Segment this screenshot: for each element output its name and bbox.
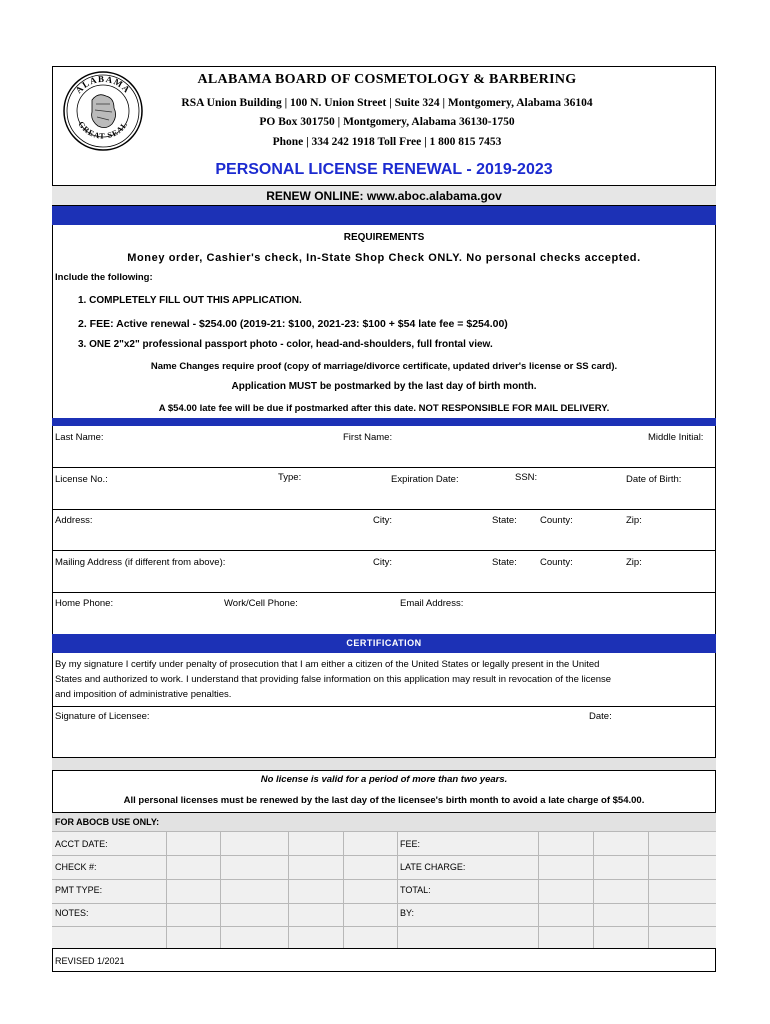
city-label: City:	[373, 515, 392, 526]
requirements-heading: REQUIREMENTS	[343, 232, 425, 243]
include-label: Include the following:	[55, 272, 153, 283]
certification-bar	[52, 634, 716, 653]
blue-divider-mid	[52, 418, 716, 426]
mailing-input-row[interactable]	[52, 569, 716, 591]
divider	[52, 592, 716, 593]
total-label: TOTAL:	[400, 885, 431, 895]
check-label: CHECK #:	[55, 862, 97, 872]
email-label: Email Address:	[400, 598, 464, 609]
middle-initial-label: Middle Initial:	[648, 432, 704, 443]
mailing-zip-label: Zip:	[626, 557, 642, 568]
divider	[52, 509, 716, 510]
fee-label: FEE:	[400, 839, 421, 849]
zip-label: Zip:	[626, 515, 642, 526]
office-use-table	[52, 831, 716, 948]
work-phone-label: Work/Cell Phone:	[224, 598, 298, 609]
req-item-2: 2. FEE: Active renewal - $254.00 (2019-21: $100, 2021-23: $100 + $54 late fee = $254.00)	[78, 318, 508, 330]
req-item-1: 1. COMPLETELY FILL OUT THIS APPLICATION.	[78, 295, 302, 306]
acct-date-label: ACCT DATE:	[55, 839, 108, 849]
renewal-notice: All personal licenses must be renewed by the last day of the licensee's birth month to avoid a late charge of $54.00.	[123, 795, 645, 806]
last-name-label: Last Name:	[55, 432, 104, 443]
first-name-label: First Name:	[343, 432, 393, 443]
pmt-type-label: PMT TYPE:	[55, 885, 103, 895]
certification-line-3: and imposition of administrative penalties.	[55, 689, 232, 700]
home-phone-label: Home Phone:	[55, 598, 114, 609]
mailing-county-label: County:	[540, 557, 573, 568]
dob-label: Date of Birth:	[626, 474, 682, 485]
state-label: State:	[492, 515, 517, 526]
mailing-state-label: State:	[492, 557, 517, 568]
seal-top-text: ALABAMA	[73, 73, 133, 96]
name-input-row[interactable]	[52, 442, 716, 466]
by-label: BY:	[400, 908, 415, 918]
office-use-heading: FOR ABOCB USE ONLY:	[55, 817, 160, 827]
ssn-label: SSN:	[515, 472, 538, 483]
address-input-row[interactable]	[52, 527, 716, 549]
date-label: Date:	[589, 711, 612, 722]
name-change-note: Name Changes require proof (copy of marriage/divorce certificate, updated driver's license or SS card).	[150, 361, 618, 372]
signature-label: Signature of Licensee:	[55, 711, 150, 722]
notes-label: NOTES:	[55, 908, 89, 918]
address-line-1: RSA Union Building | 100 N. Union Street | Suite 324 | Montgomery, Alabama 36104	[181, 97, 593, 109]
phone-line: Phone | 334 242 1918 Toll Free | 1 800 815 7453	[272, 136, 502, 148]
gray-spacer	[52, 758, 716, 770]
seal-bottom-text: GREAT SEAL	[76, 119, 130, 141]
alabama-great-seal-icon	[62, 70, 144, 152]
divider	[52, 948, 716, 949]
address-line-2: PO Box 301750 | Montgomery, Alabama 36130-1750	[259, 116, 515, 128]
license-input-row[interactable]	[52, 486, 716, 508]
blue-divider-top	[52, 206, 716, 225]
license-no-label: License No.:	[55, 474, 108, 485]
type-label: Type:	[278, 472, 302, 483]
certification-line-2: States and authorized to work. I understand that providing false information on this application may result in revocation of the license	[55, 674, 612, 685]
mailing-address-label: Mailing Address (if different from above):	[55, 557, 226, 568]
address-label: Address:	[55, 515, 93, 526]
postmark-note: Application MUST be postmarked by the last day of birth month.	[231, 381, 537, 392]
expiration-label: Expiration Date:	[391, 474, 459, 485]
renew-online-text[interactable]: RENEW ONLINE: www.aboc.alabama.gov	[266, 189, 502, 203]
org-title: ALABAMA BOARD OF COSMETOLOGY & BARBERING	[197, 72, 577, 87]
certification-heading: CERTIFICATION	[346, 638, 422, 648]
county-label: County:	[540, 515, 573, 526]
phone-input-row[interactable]	[52, 610, 716, 632]
divider	[52, 706, 716, 707]
req-item-3: 3. ONE 2"x2" professional passport photo - color, head-and-shoulders, full frontal view.	[78, 339, 493, 350]
late-charge-label: LATE CHARGE:	[400, 862, 466, 872]
signature-field[interactable]	[52, 722, 716, 756]
divider	[52, 467, 716, 468]
form-title: PERSONAL LICENSE RENEWAL - 2019-2023	[215, 161, 553, 178]
validity-notice: No license is valid for a period of more than two years.	[260, 774, 508, 785]
certification-line-1: By my signature I certify under penalty of prosecution that I am either a citizen of the United States or legally present in the United	[55, 659, 600, 670]
renew-online-bar[interactable]	[52, 185, 716, 206]
revised-note: REVISED 1/2021	[55, 956, 125, 966]
divider	[52, 770, 716, 771]
mailing-city-label: City:	[373, 557, 392, 568]
divider	[52, 550, 716, 551]
late-fee-note: A $54.00 late fee will be due if postmarked after this date. NOT RESPONSIBLE FOR MAIL DELIVERY.	[158, 403, 610, 414]
payment-requirement: Money order, Cashier's check, In-State Shop Check ONLY. No personal checks accepted.	[127, 252, 641, 264]
